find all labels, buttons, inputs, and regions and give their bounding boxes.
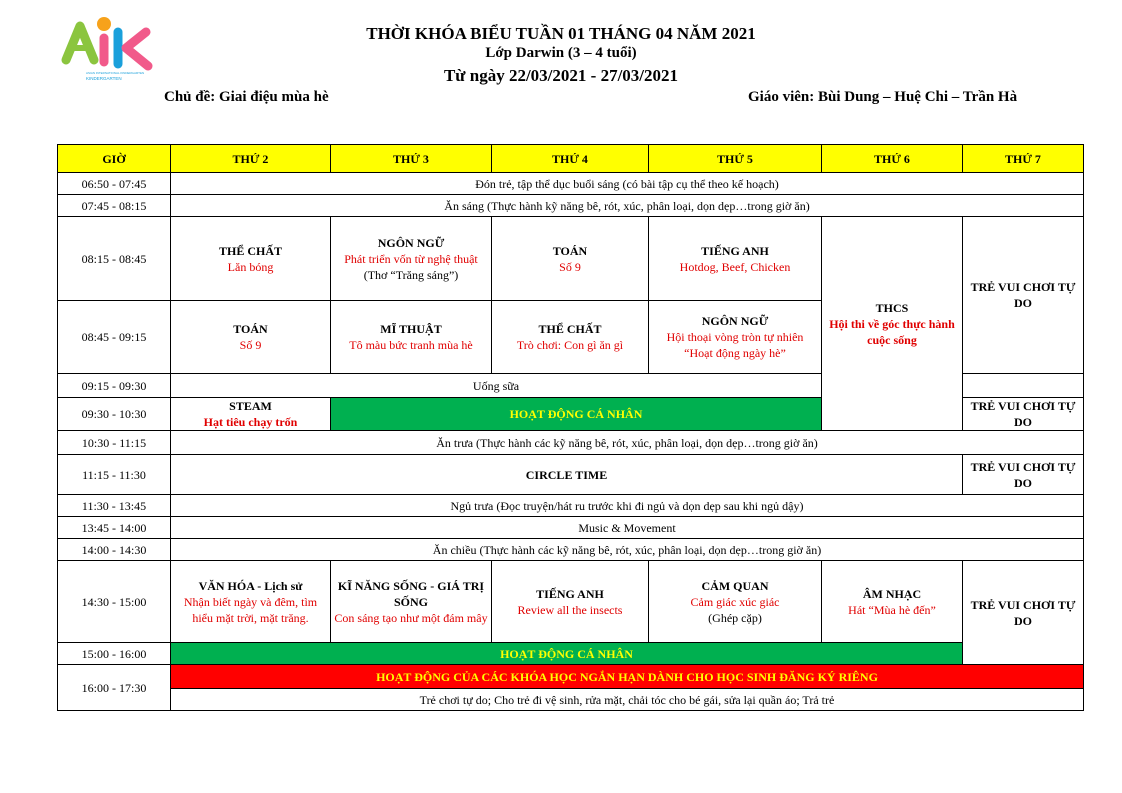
- lesson-cell: [171, 217, 331, 301]
- activity-cell: Music & Movement: [171, 517, 1084, 539]
- time-cell: 15:00 - 16:00: [58, 643, 171, 665]
- lesson-note: (Ghép cặp): [708, 610, 762, 625]
- sat-free-play-cell: TRẺ VUI CHƠI TỰ DO: [963, 455, 1084, 495]
- table-row: [58, 217, 1084, 301]
- sat-free-play-cell: TRẺ VUI CHƠI TỰ DO: [963, 217, 1084, 374]
- lesson-detail: Con sáng tạo như một đám mây: [334, 610, 488, 625]
- activity-cell: Ăn chiều (Thực hành các kỹ năng bê, rót, xúc, phân loại, dọn dẹp…trong giờ ăn): [171, 539, 1084, 561]
- lesson-subject: THỂ CHẤT: [538, 322, 602, 336]
- activity-cell: Trẻ chơi tự do; Cho trẻ đi vệ sinh, rửa mặt, chải tóc cho bé gái, sửa lại quần áo; Trả trẻ: [171, 689, 1084, 711]
- timetable: [57, 144, 1084, 711]
- lesson-cell: [171, 301, 331, 374]
- lesson-detail: Phát triển vốn từ nghệ thuật: [344, 251, 478, 266]
- lesson-subject: STEAM: [229, 399, 272, 413]
- lesson-cell: [649, 301, 822, 374]
- lesson-cell: [492, 301, 649, 374]
- lesson-cell: [492, 561, 649, 643]
- time-cell: 09:15 - 09:30: [58, 374, 171, 398]
- table-row: [58, 665, 1084, 689]
- lesson-subject: NGÔN NGỮ: [701, 314, 769, 328]
- table-row: [58, 495, 1084, 517]
- table-row: [58, 561, 1084, 643]
- table-row: [58, 173, 1084, 195]
- table-row: [58, 195, 1084, 217]
- time-cell: 07:45 - 08:15: [58, 195, 171, 217]
- lesson-detail: Trò chơi: Con gì ăn gì: [516, 338, 624, 352]
- fri-thcs-cell: [822, 217, 963, 431]
- col-sat: THỨ 7: [963, 145, 1084, 173]
- table-row: [58, 431, 1084, 455]
- lesson-subject: THCS: [875, 300, 909, 315]
- table-row: [58, 455, 1084, 495]
- col-thu: THỨ 5: [649, 145, 822, 173]
- lesson-subject: TOÁN: [233, 322, 268, 336]
- time-cell: 14:30 - 15:00: [58, 561, 171, 643]
- sat-free-play-cell: TRẺ VUI CHƠI TỰ DO: [963, 561, 1084, 665]
- activity-cell: Ăn trưa (Thực hành các kỹ năng bê, rót, xúc, phân loại, dọn dẹp…trong giờ ăn): [171, 431, 1084, 455]
- lesson-subject: MĨ THUẬT: [380, 322, 442, 336]
- table-row: [58, 539, 1084, 561]
- lesson-cell: [649, 561, 822, 643]
- lesson-detail: Hát “Mùa hè đến”: [848, 602, 936, 617]
- table-row: [58, 689, 1084, 711]
- lesson-subject: NGÔN NGỮ: [377, 235, 445, 250]
- lesson-detail: Hạt tiêu chạy trốn: [203, 415, 298, 429]
- circle-time-cell: CIRCLE TIME: [171, 455, 963, 495]
- lesson-cell: [822, 561, 963, 643]
- lesson-subject: ÂM NHẠC: [862, 586, 922, 601]
- activity-cell: Ăn sáng (Thực hành kỹ năng bê, rót, xúc, phân loại, dọn dẹp…trong giờ ăn): [171, 195, 1084, 217]
- individual-activity-cell: HOẠT ĐỘNG CÁ NHÂN: [331, 398, 822, 431]
- table-row: [58, 643, 1084, 665]
- time-cell: 09:30 - 10:30: [58, 398, 171, 431]
- activity-cell: Uống sữa: [171, 374, 822, 398]
- short-courses-cell: HOẠT ĐỘNG CỦA CÁC KHÓA HỌC NGẮN HẠN DÀNH CHO HỌC SINH ĐĂNG KÝ RIÊNG: [171, 665, 1084, 689]
- empty-cell: [963, 374, 1084, 398]
- lesson-subject: THỂ CHẤT: [218, 243, 282, 258]
- lesson-subject: VĂN HÓA - Lịch sử: [198, 578, 303, 593]
- sat-free-play-cell: TRẺ VUI CHƠI TỰ DO: [963, 398, 1084, 431]
- col-time: GIỜ: [58, 145, 171, 173]
- lesson-subject: TOÁN: [552, 243, 588, 258]
- col-tue: THỨ 3: [331, 145, 492, 173]
- time-cell: 14:00 - 14:30: [58, 539, 171, 561]
- col-mon: THỨ 2: [171, 145, 331, 173]
- lesson-detail: Số 9: [559, 259, 581, 274]
- time-cell: 06:50 - 07:45: [58, 173, 171, 195]
- theme-label: Chủ đề: Giai điệu mùa hè: [164, 89, 329, 105]
- lesson-detail: Review all the insects: [517, 602, 623, 617]
- col-fri: THỨ 6: [822, 145, 963, 173]
- teachers-label: Giáo viên: Bùi Dung – Huệ Chi – Trần Hà: [748, 89, 1018, 105]
- page-title: THỜI KHÓA BIỂU TUẦN 01 THÁNG 04 NĂM 2021: [366, 24, 756, 43]
- time-cell: 11:15 - 11:30: [58, 455, 171, 495]
- activity-cell: Ngủ trưa (Đọc truyện/hát ru trước khi đi ngủ và dọn dẹp sau khi ngủ dậy): [171, 495, 1084, 517]
- col-wed: THỨ 4: [492, 145, 649, 173]
- time-cell: 11:30 - 13:45: [58, 495, 171, 517]
- lesson-cell: [331, 301, 492, 374]
- lesson-detail: Lăn bóng: [227, 259, 274, 274]
- svg-text:KINDERGARTEN: KINDERGARTEN: [86, 76, 122, 81]
- lesson-detail: Hotdog, Beef, Chicken: [679, 259, 791, 274]
- time-cell: 08:45 - 09:15: [58, 301, 171, 374]
- activity-cell: Đón trẻ, tập thể dục buổi sáng (có bài tập cụ thể theo kế hoạch): [171, 173, 1084, 195]
- table-row: [58, 517, 1084, 539]
- date-range: Từ ngày 22/03/2021 - 27/03/2021: [443, 66, 679, 85]
- lesson-detail: Số 9: [239, 338, 262, 352]
- lesson-note: (Thơ “Trăng sáng”): [363, 267, 459, 282]
- class-name: Lớp Darwin (3 – 4 tuổi): [485, 45, 637, 61]
- lesson-detail: Hội thoại vòng tròn tự nhiên “Hoạt động ngày hè”: [666, 330, 804, 360]
- header-row: [58, 145, 1084, 173]
- lesson-cell: [649, 217, 822, 301]
- time-cell: 08:15 - 08:45: [58, 217, 171, 301]
- lesson-subject: KĨ NĂNG SỐNG - GIÁ TRỊ SỐNG: [337, 578, 485, 609]
- logo-tagline: ASIAN INTERNATIONAL KINDERGARTEN: [86, 71, 145, 75]
- lesson-detail: Nhận biết ngày và đêm, tìm hiểu mặt trời, mặt trăng.: [183, 594, 318, 625]
- individual-activity-cell: HOẠT ĐỘNG CÁ NHÂN: [171, 643, 963, 665]
- time-cell: 16:00 - 17:30: [58, 665, 171, 711]
- lesson-detail: Hội thi về góc thực hành cuộc sống: [829, 316, 955, 347]
- lesson-cell: [171, 398, 331, 431]
- lesson-cell: [492, 217, 649, 301]
- time-cell: 13:45 - 14:00: [58, 517, 171, 539]
- lesson-detail: Cảm giác xúc giác: [690, 594, 780, 609]
- time-cell: 10:30 - 11:15: [58, 431, 171, 455]
- lesson-subject: TIẾNG ANH: [701, 243, 769, 258]
- lesson-cell: [171, 561, 331, 643]
- lesson-cell: [331, 217, 492, 301]
- lesson-cell: [331, 561, 492, 643]
- lesson-detail: Tô màu bức tranh mùa hè: [349, 338, 473, 352]
- lesson-subject: CẢM QUAN: [701, 578, 769, 593]
- lesson-subject: TIẾNG ANH: [536, 586, 604, 601]
